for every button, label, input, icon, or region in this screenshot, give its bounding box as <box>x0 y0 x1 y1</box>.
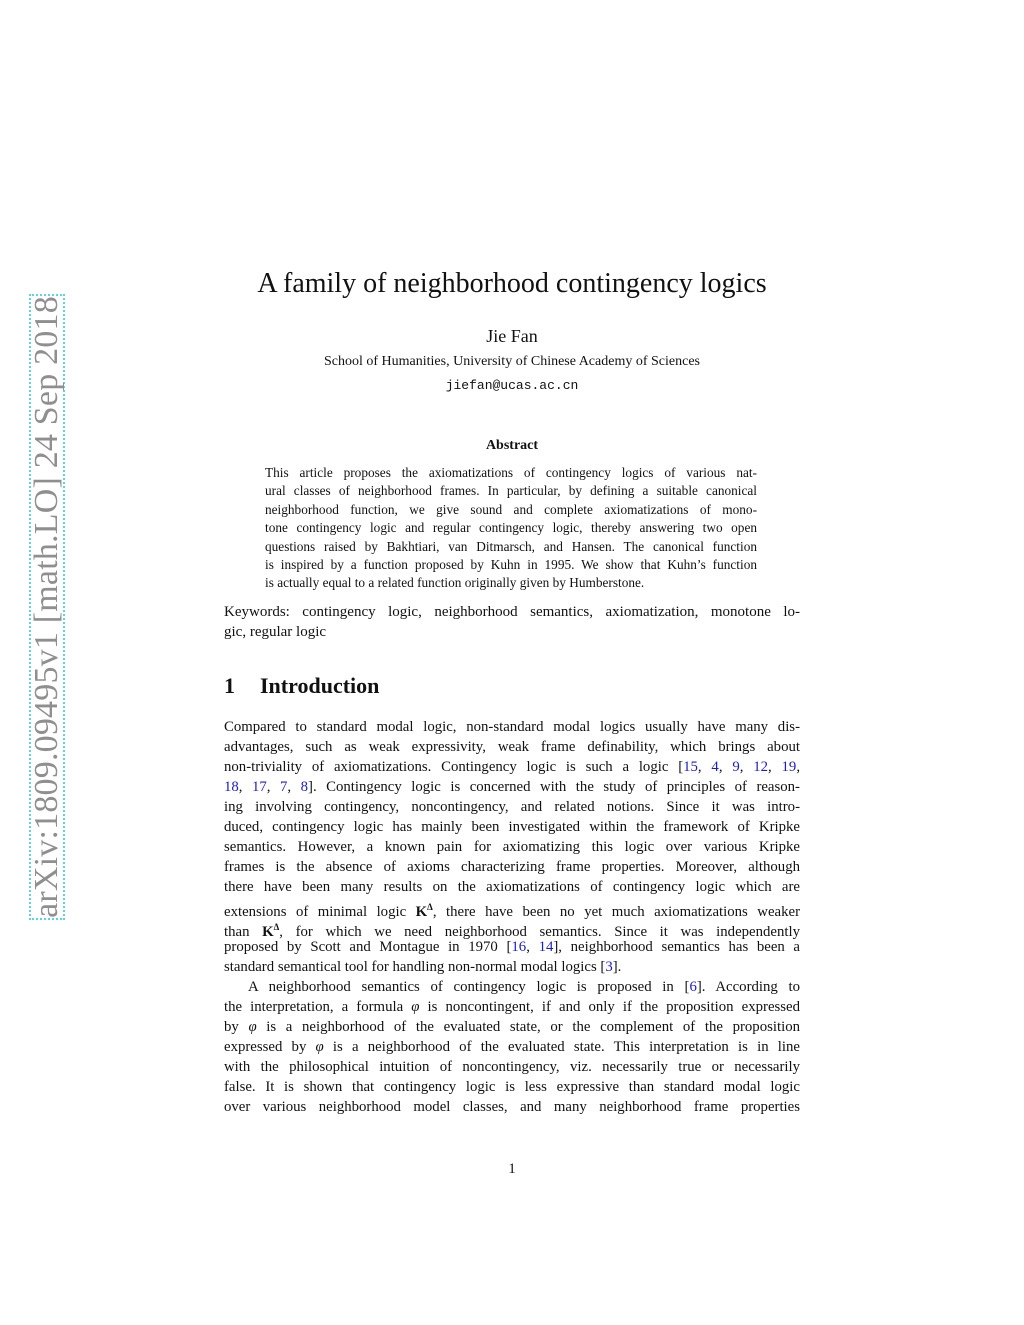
keywords-line: gic, regular logic <box>224 624 327 640</box>
abstract-body <box>265 464 757 593</box>
body-line: there have been many results on the axiomatizations of contingency logic which are <box>224 879 800 895</box>
citation-link[interactable]: 9 <box>732 759 740 775</box>
section-title: Introduction <box>260 673 380 698</box>
body-text <box>224 717 800 1117</box>
author-name: Jie Fan <box>486 326 538 346</box>
body-line: expressed by φ is a neighborhood of the evaluated state. This interpretation is in line <box>224 1039 800 1055</box>
citation-link[interactable]: 4 <box>711 759 719 775</box>
citation-link[interactable]: 7 <box>280 779 288 795</box>
citation-link[interactable]: 16 <box>511 939 527 955</box>
abstract-line: neighborhood function, we give sound and complete axiomatizations of mono- <box>265 501 757 517</box>
abstract-line: questions raised by Bakhtiari, van Ditmarsch, and Hansen. The canonical function <box>265 538 757 554</box>
citation-link[interactable]: 18 <box>224 779 239 795</box>
formula-symbol: φ <box>315 1039 324 1055</box>
body-line: 18, 17, 7, 8]. Contingency logic is concerned with the study of principles of reason- <box>224 779 800 795</box>
formula-symbol: φ <box>411 999 420 1015</box>
citation-link[interactable]: 3 <box>605 959 613 975</box>
formula-symbol: φ <box>248 1019 257 1035</box>
citation-link[interactable]: 17 <box>252 779 267 795</box>
paper-title: A family of neighborhood contingency logics <box>257 268 767 299</box>
abstract-line: This article proposes the axiomatizations of contingency logics of various nat- <box>265 465 757 480</box>
body-line: over various neighborhood model classes, and many neighborhood frame properties <box>224 1099 800 1115</box>
keywords <box>224 602 800 642</box>
body-line: ing involving contingency, noncontingency, and related notions. Since it was intro- <box>224 799 800 815</box>
logic-symbol: $K^\Delta$ <box>415 902 433 920</box>
citation-link[interactable]: 15 <box>683 759 698 775</box>
citation-link[interactable]: 12 <box>753 759 769 775</box>
body-line: advantages, such as weak expressivity, weak frame definability, which brings about <box>224 739 800 755</box>
abstract-heading: Abstract <box>485 438 539 453</box>
body-line: standard semantical tool for handling non-normal modal logics [3]. <box>224 959 622 975</box>
author-affiliation: School of Humanities, University of Chinese Academy of Sciences <box>324 354 700 369</box>
body-line: than $K^\Delta$, for which we need neighborhood semantics. Since it was independently <box>224 922 800 940</box>
citation-link[interactable]: 6 <box>689 979 697 995</box>
body-line: the interpretation, a formula φ is noncontingent, if and only if the proposition expressed <box>224 999 800 1015</box>
author-email[interactable]: jiefan@ucas.ac.cn <box>445 378 579 393</box>
abstract-line: ural classes of neighborhood frames. In particular, by defining a suitable canonical <box>265 483 757 499</box>
citation-link[interactable]: 8 <box>300 779 309 795</box>
page-number: 1 <box>508 1161 516 1177</box>
body-line: extensions of minimal logic $K^\Delta$, there have been no yet much axiomatizations weaker <box>224 902 800 920</box>
abstract-line: is inspired by a function proposed by Kuhn in 1995. We show that Kuhn’s function <box>265 556 757 572</box>
body-line: duced, contingency logic has mainly been investigated within the framework of Kripke <box>224 819 800 835</box>
body-line: false. It is shown that contingency logic is less expressive than standard modal logic <box>224 1079 800 1095</box>
citation-link[interactable]: 14 <box>538 939 554 955</box>
body-line: non-triviality of axiomatizations. Contingency logic is such a logic [15, 4, 9, 12, 19, <box>224 759 801 775</box>
body-line: Compared to standard modal logic, non-standard modal logics usually have many dis- <box>224 719 800 735</box>
body-line: frames is the absence of axioms characterizing frame properties. Moreover, although <box>224 859 800 875</box>
logic-symbol: $K^\Delta$ <box>262 922 280 940</box>
body-line: with the philosophical intuition of noncontingency, viz. necessarily true or necessarily <box>224 1059 800 1075</box>
body-line: semantics. However, a known pain for axiomatizing this logic over various Kripke <box>224 839 800 855</box>
abstract-line: tone contingency logic and regular contingency logic, thereby answering two open <box>265 520 757 536</box>
citation-link[interactable]: 19 <box>781 759 797 775</box>
body-line: by φ is a neighborhood of the evaluated state, or the complement of the proposition <box>224 1019 800 1035</box>
keywords-line: Keywords: contingency logic, neighborhood semantics, axiomatization, monotone lo- <box>224 604 800 620</box>
arxiv-identifier[interactable]: arXiv:1809.09495v1 [math.LO] 24 Sep 2018 <box>28 296 65 918</box>
body-line: A neighborhood semantics of contingency logic is proposed in [6]. According to <box>248 979 801 995</box>
body-line: proposed by Scott and Montague in 1970 [16, 14], neighborhood semantics has been a <box>224 939 801 955</box>
section-number: 1 <box>224 673 235 698</box>
abstract-line: is actually equal to a related function originally given by Humberstone. <box>265 575 645 591</box>
section-heading <box>224 673 379 699</box>
